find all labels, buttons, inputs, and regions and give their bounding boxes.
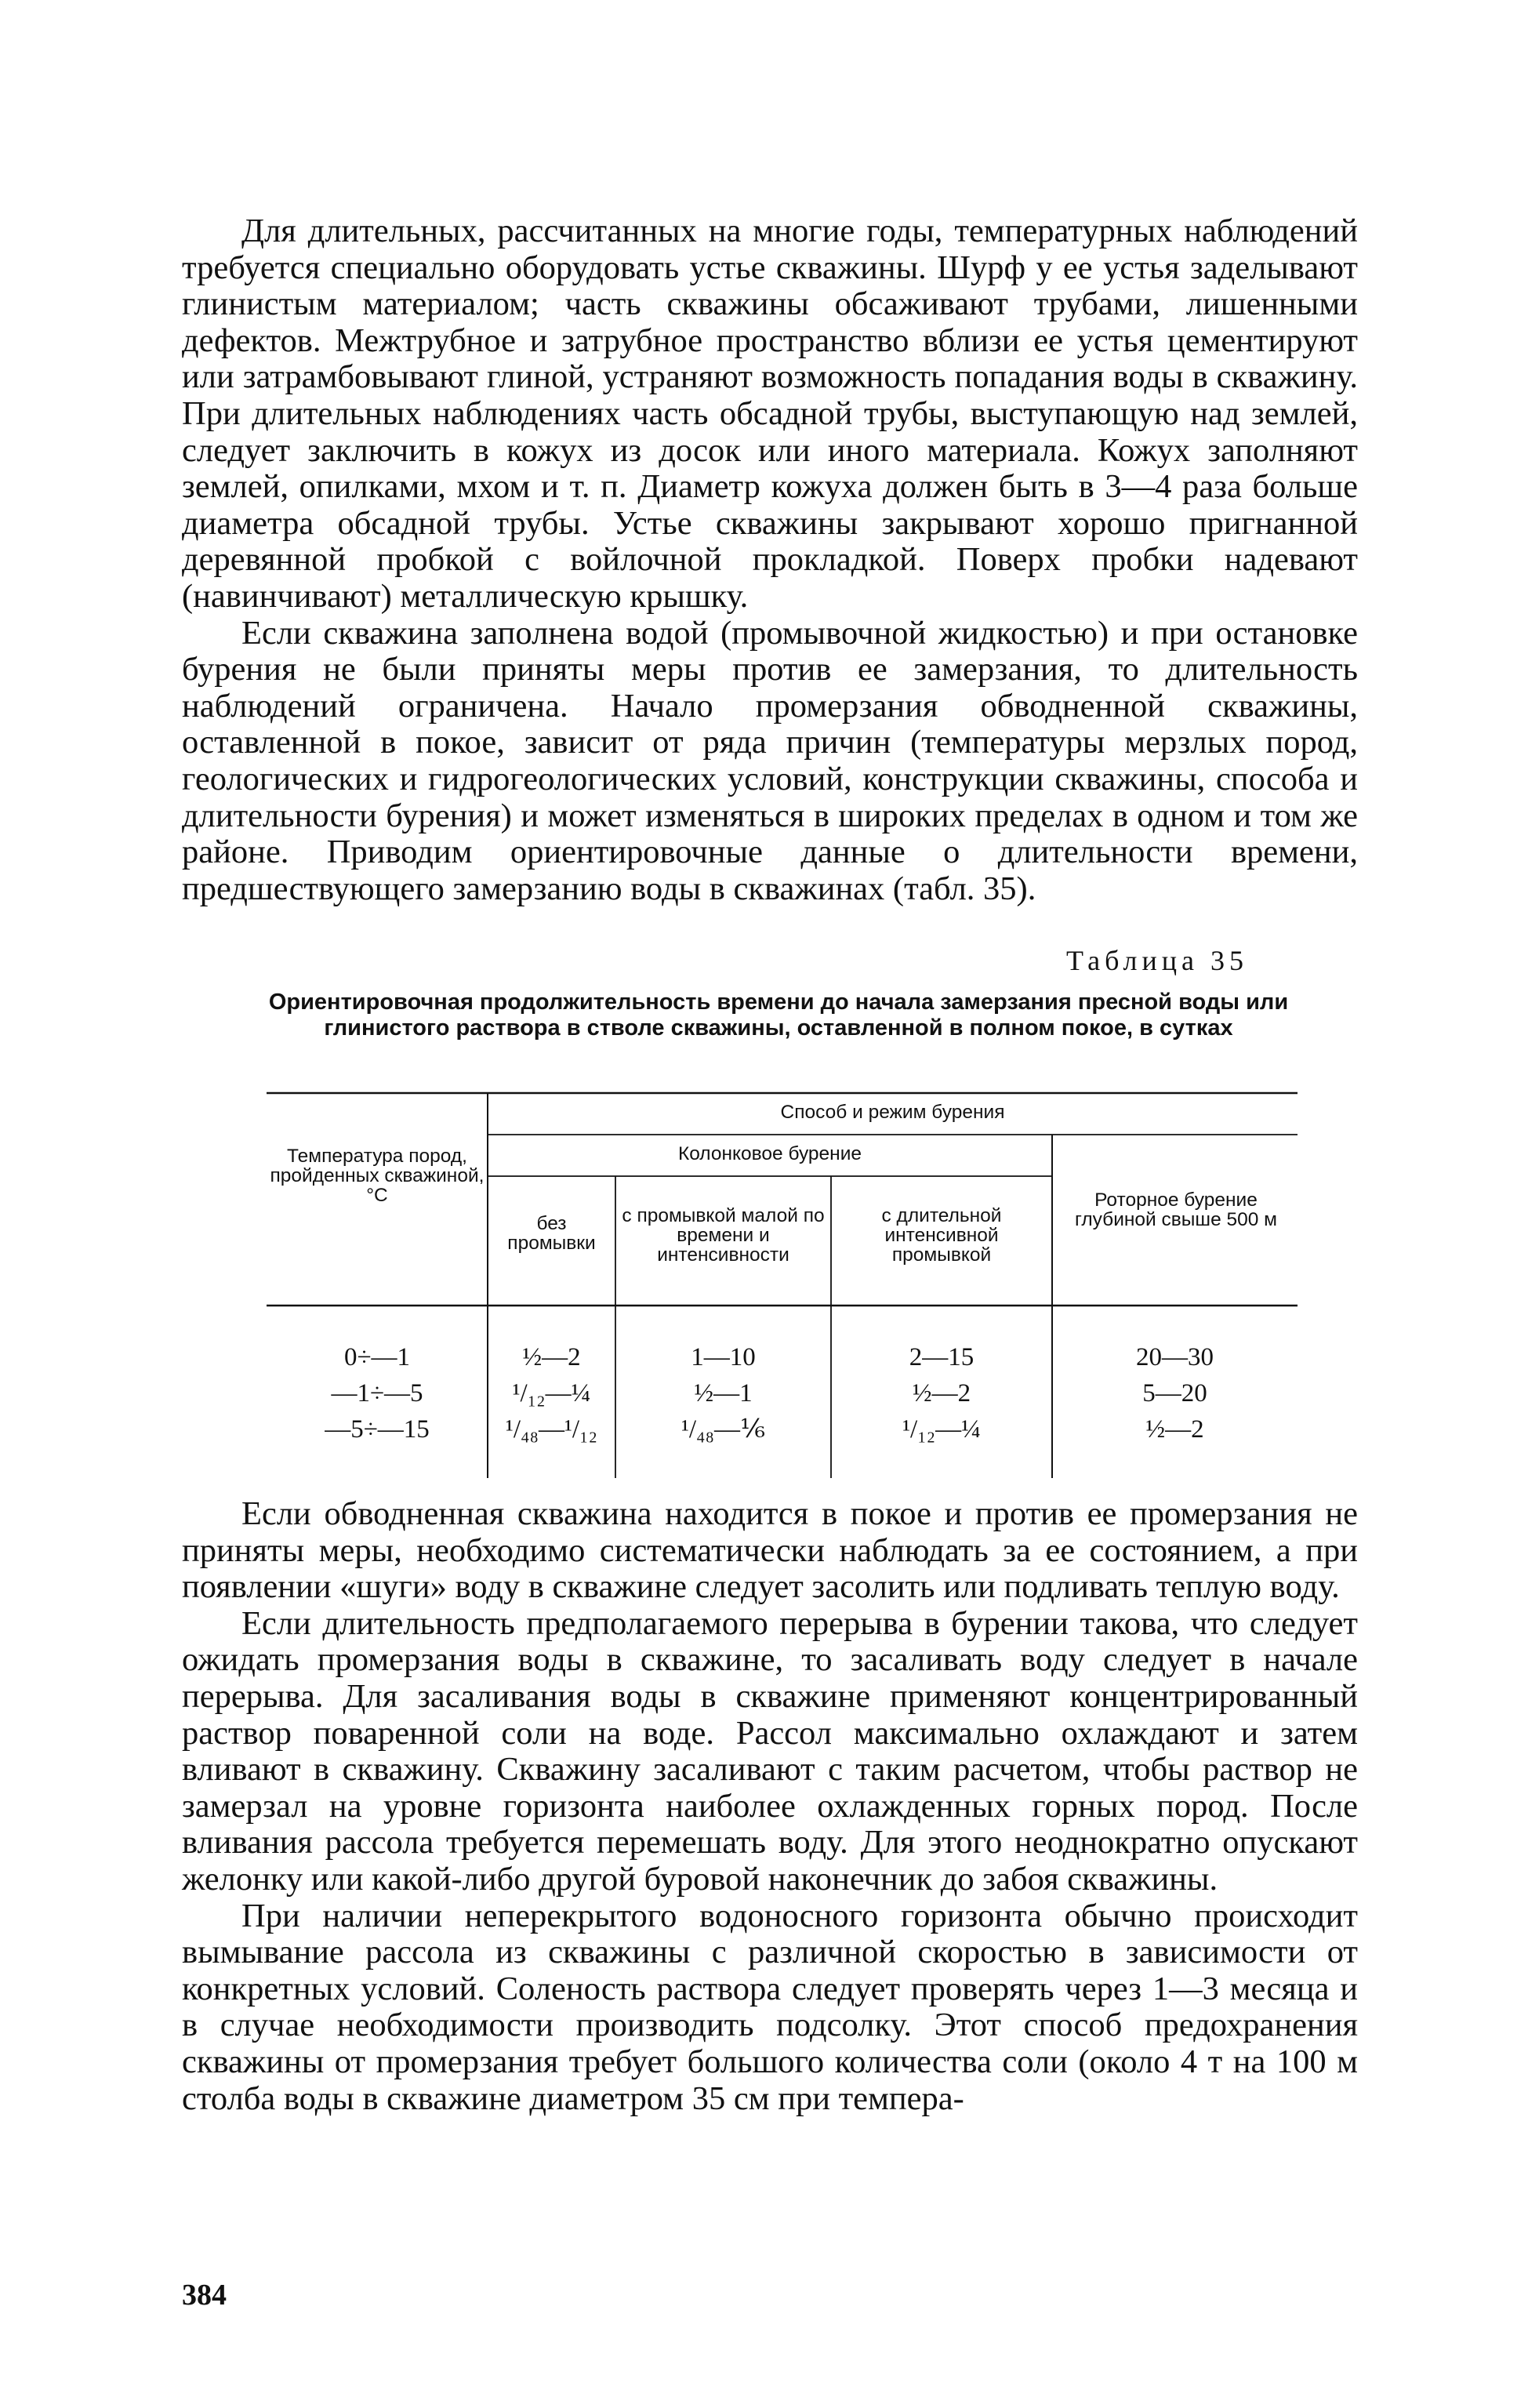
cell-low-flush: 1—10 <box>691 1343 756 1371</box>
cell-no-flush: ½—2 <box>522 1343 581 1371</box>
cell-no-flush: ¹/₁₂—¼ <box>512 1379 591 1407</box>
cell-low-flush: ¹/₄₈—⅙ <box>681 1415 766 1444</box>
data-table <box>267 1090 1298 1478</box>
header-drilling-method: Способ и режим бурения <box>780 1102 1005 1123</box>
cell-low-flush: ½—1 <box>694 1379 753 1407</box>
paragraph-freezing: Если скважина заполнена водой (промывочной жидкостью) и при остановке бурения не были приняты меры против ее замерзания, то длительность наблюдений ограничена. Начало промерзания обводненной скважины, оставленной в покое, зависит от ряда причин (температуры мерзлых пород, геологических и гидрогеологических условий, конструкции скважины, способа и длительности бурения) и может изменяться в широких пределах в одном и том же районе. Приводим ориентировочные данные о длительности времени, предшествующего замерзанию воды в скважинах (табл. 35). <box>182 614 1358 907</box>
table-label: Таблица 35 <box>1066 945 1248 976</box>
cell-rotary: ½—2 <box>1145 1415 1204 1444</box>
cell-long-flush: ½—2 <box>912 1379 971 1407</box>
cell-rotary: 20—30 <box>1136 1343 1214 1371</box>
cell-temp: —5÷—15 <box>325 1415 430 1444</box>
cell-long-flush: ¹/₁₂—¼ <box>902 1415 981 1444</box>
page-number: 384 <box>182 2279 227 2312</box>
header-core-drilling: Колонковое бурение <box>677 1143 862 1164</box>
paragraph-slush: Если обводненная скважина находится в покое и против ее промерзания не приняты меры, необходимо систематически наблюдать за ее состоянием, а при появлении «шуги» воду в скважине следует засолить или подливать теплую воду. <box>182 1495 1358 1606</box>
header-long-flush: с длительной интенсивной промывкой <box>881 1205 1002 1266</box>
paragraph-brine-washout: При наличии неперекрытого водоносного горизонта обычно происходит вымывание рассола из скважины с различной скоростью в зависимости от конкретных условий. Соленость раствора следует проверять через 1—3 месяца и в случае необходимости производить подсолку. Этот способ предохранения скважины от промерзания требует большого количества соли (около 4 т на 100 м столба воды в скважине диаметром 35 см при темпера- <box>182 1897 1358 2117</box>
paragraph-wellhead: Для длительных, рассчитанных на многие годы, температурных наблюдений требуется специально оборудовать устье скважины. Шурф у ее устья заделывают глинистым материалом; часть скважины обсаживают трубами, лишенными дефектов. Межтрубное и затрубное пространство вблизи ее устья цементируют или затрамбовывают глиной, устраняют возможность попадания воды в скважину. При длительных наблюдениях часть обсадной трубы, выступающую над землей, следует заключить в кожух из досок или иного материала. Кожух заполняют землей, опилками, мхом и т. п. Диаметр кожуха должен быть в 3—4 раза больше диаметра обсадной трубы. Устье скважины закрывают хорошо пригнанной деревянной пробкой с войлочной прокладкой. Поверх пробки надевают (навинчивают) металлическую крышку. <box>182 212 1358 615</box>
header-rotary: Роторное бурение глубиной свыше 500 м <box>1074 1189 1278 1230</box>
cell-temp: 0÷—1 <box>343 1343 411 1371</box>
table-caption: Ориентировочная продолжительность времени до начала замерзания пресной воды или глинистого раствора в стволе скважины, оставленной в полном покое, в сутках <box>268 990 1289 1041</box>
header-no-flush: без промывки <box>507 1213 596 1254</box>
header-temperature: Температура пород, пройденных скважиной, °C <box>270 1146 485 1206</box>
cell-rotary: 5—20 <box>1142 1379 1207 1407</box>
text-block-top <box>182 213 1358 907</box>
text-block-bottom <box>182 1496 1358 2117</box>
cell-no-flush: ¹/₄₈—¹/₁₂ <box>505 1415 598 1444</box>
header-low-flush: с промывкой малой по времени и интенсивности <box>622 1205 825 1266</box>
cell-long-flush: 2—15 <box>909 1343 975 1371</box>
cell-temp: —1÷—5 <box>331 1379 423 1407</box>
paragraph-salting: Если длительность предполагаемого перерыва в бурении такова, что следует ожидать промерзания воды в скважине, то засаливать воду следует в начале перерыва. Для засаливания воды в скважине применяют концентрированный раствор поваренной соли на воде. Рассол максимально охлаждают и затем вливают в скважину. Скважину засаливают с таким расчетом, чтобы раствор не замерзал на уровне горизонта наиболее охлажденных горных пород. После вливания рассола требуется перемешать воду. Для этого неоднократно опускают желонку или какой-либо другой буровой наконечник до забоя скважины. <box>182 1604 1358 1898</box>
